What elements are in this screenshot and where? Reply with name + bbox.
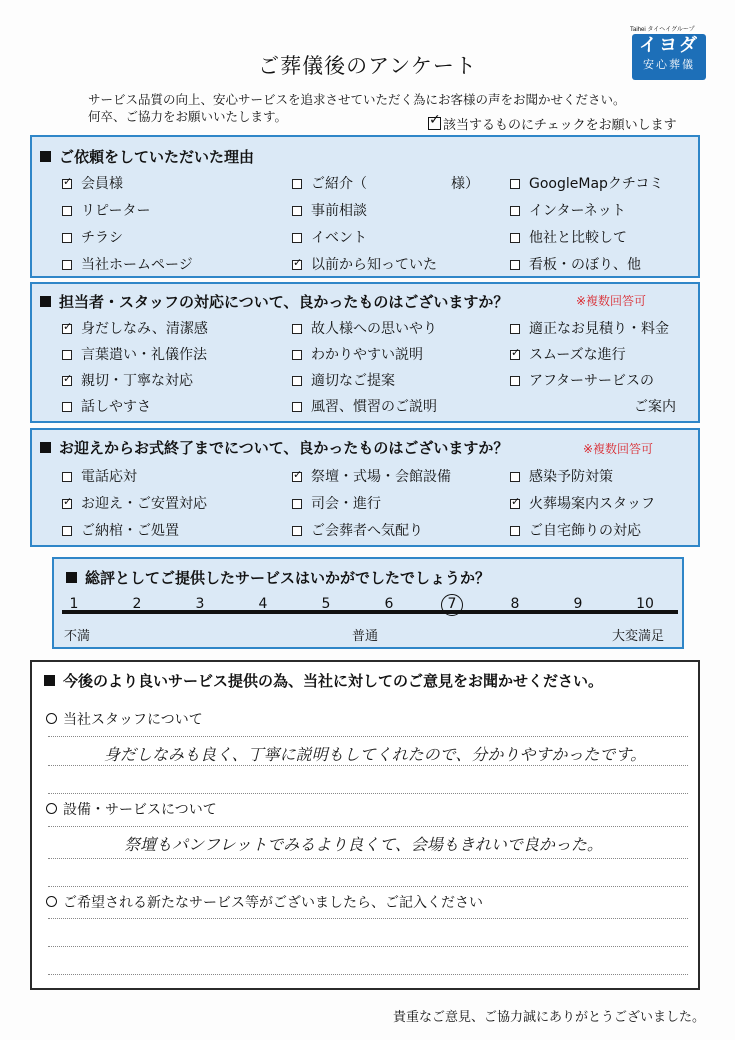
rating-number[interactable]: 4 <box>258 596 268 612</box>
answer-line <box>48 765 688 766</box>
option-item[interactable] <box>510 200 626 220</box>
checkbox[interactable] <box>292 179 302 189</box>
checkbox[interactable] <box>510 324 520 334</box>
checkbox-checked[interactable] <box>62 376 72 386</box>
option-label: 電話応対 <box>81 469 137 485</box>
rating-selected-circle <box>441 594 463 616</box>
answer-facilities: 祭壇もパンフレットでみるより良くて、会場もきれいで良かった。 <box>124 835 603 854</box>
option-item[interactable] <box>62 493 207 513</box>
option-item[interactable] <box>510 318 669 338</box>
option-label: 事前相談 <box>311 203 367 219</box>
checkbox[interactable] <box>62 206 72 216</box>
option-label: ご会葬者へ気配り <box>311 523 423 539</box>
option-item[interactable] <box>292 318 437 338</box>
option-item[interactable] <box>292 173 479 193</box>
checkbox[interactable] <box>62 526 72 536</box>
checkbox[interactable] <box>292 526 302 536</box>
checkbox[interactable] <box>62 350 72 360</box>
checkbox[interactable] <box>510 179 520 189</box>
option-item[interactable] <box>510 254 641 274</box>
option-item[interactable] <box>62 370 193 390</box>
option-label: チラシ <box>81 230 123 246</box>
answer-line <box>48 736 688 737</box>
answer-staff: 身だしなみも良く、丁寧に説明もしてくれたので、分かりやすかったです。 <box>104 745 647 764</box>
option-label: 故人様への思いやり <box>311 321 437 337</box>
option-continuation: ご案内 <box>634 399 676 415</box>
checkbox[interactable] <box>62 233 72 243</box>
option-item[interactable] <box>292 520 423 540</box>
answer-line <box>48 793 688 794</box>
checkbox-checked[interactable] <box>510 350 520 360</box>
checkbox[interactable] <box>292 324 302 334</box>
option-label: 看板・のぼり、他 <box>529 257 641 273</box>
option-label: 火葬場案内スタッフ <box>529 496 655 512</box>
logo-name: イヨダ <box>639 35 699 56</box>
checkbox[interactable] <box>292 402 302 412</box>
option-item[interactable] <box>292 227 367 247</box>
option-label: GoogleMapクチコミ <box>529 176 664 192</box>
option-item[interactable] <box>292 370 395 390</box>
rating-label-high: 大変満足 <box>612 629 665 644</box>
rating-number[interactable]: 6 <box>384 596 394 612</box>
option-label: インターネット <box>529 203 626 219</box>
option-item[interactable] <box>510 493 655 513</box>
option-item[interactable] <box>510 520 641 540</box>
option-label: 司会・進行 <box>311 496 381 512</box>
section-ceremony-heading: お迎えからお式終了までについて、良かったものはございますか？ <box>40 437 508 458</box>
multi-answer-note: ※複数回答可 <box>576 294 647 308</box>
option-label: リピーター <box>81 203 151 219</box>
option-item[interactable] <box>62 466 137 486</box>
option-item[interactable] <box>292 396 437 416</box>
option-item[interactable] <box>62 227 123 247</box>
question-staff: 当社スタッフについて <box>46 709 203 729</box>
option-label: 話しやすさ <box>81 399 151 415</box>
option-item[interactable] <box>510 173 663 193</box>
option-label: 祭壇・式場・会館設備 <box>311 469 451 485</box>
logo-sub: 安心葬儀 <box>643 58 695 71</box>
rating-number[interactable]: 8 <box>510 596 520 612</box>
option-item[interactable] <box>62 318 208 338</box>
option-label: 会員様 <box>81 176 123 192</box>
option-item[interactable] <box>510 344 626 364</box>
intro-line-1: サービス品質の向上、安心サービスを追求させていただく為にお客様の声をお聞かせください。 <box>88 92 626 107</box>
thank-you-footer: 貴重なご意見、ご協力誠にありがとうございました。 <box>392 1010 705 1025</box>
rating-number[interactable]: 5 <box>321 596 331 612</box>
rating-number[interactable]: 2 <box>132 596 142 612</box>
answer-line <box>48 918 688 919</box>
rating-number[interactable]: 1 <box>69 596 79 612</box>
checkbox[interactable] <box>510 260 520 270</box>
option-item[interactable] <box>62 173 123 193</box>
option-label: ご自宅飾りの対応 <box>529 523 641 539</box>
option-label: アフターサービスの <box>529 373 655 389</box>
question-new-service: ご希望される新たなサービス等がございましたら、ご記入ください <box>46 892 483 912</box>
option-label: 以前から知っていた <box>311 257 437 273</box>
option-item[interactable] <box>510 466 613 486</box>
option-label: イベント <box>311 230 367 246</box>
intro-line-2: 何卒、ご協力をお願いいたします。 <box>88 109 288 124</box>
option-label: お迎え・ご安置対応 <box>81 496 207 512</box>
option-label: 言葉遣い・礼儀作法 <box>81 347 207 363</box>
checkbox-checked[interactable] <box>62 179 72 189</box>
checkbox[interactable] <box>510 206 520 216</box>
option-label: 適正なお見積り・料金 <box>529 321 669 337</box>
question-facilities: 設備・サービスについて <box>46 799 217 819</box>
check-example-icon <box>428 117 441 130</box>
option-item[interactable] <box>292 466 451 486</box>
checkbox[interactable] <box>510 233 520 243</box>
checkbox[interactable] <box>62 260 72 270</box>
rating-number[interactable]: 7 <box>447 596 457 612</box>
option-item[interactable] <box>62 200 150 220</box>
check-note: ✓該当するものにチェックをお願いします <box>428 114 677 133</box>
option-label: 身だしなみ、清潔感 <box>81 321 208 337</box>
option-label: 適切なご提案 <box>311 373 395 389</box>
rating-number[interactable]: 10 <box>636 596 654 612</box>
answer-line <box>48 886 688 887</box>
section-reason-heading: ご依頼をしていただいた理由 <box>40 146 254 167</box>
option-item[interactable] <box>62 344 207 364</box>
logo-group-name: Taihei タイヘイグループ <box>630 27 695 33</box>
option-item[interactable] <box>62 396 151 416</box>
option-label: ご納棺・ご処置 <box>81 523 179 539</box>
option-item[interactable] <box>510 227 627 247</box>
option-item[interactable] <box>292 493 381 513</box>
checkbox[interactable] <box>510 472 520 482</box>
checkbox[interactable] <box>292 233 302 243</box>
option-item[interactable] <box>292 200 367 220</box>
checkbox-checked[interactable] <box>292 472 302 482</box>
checkbox-checked[interactable] <box>510 499 520 509</box>
rating-number[interactable]: 3 <box>195 596 205 612</box>
rating-heading: 総評としてご提供したサービスはいかがでしたでしょうか？ <box>66 567 490 588</box>
answer-line <box>48 974 688 975</box>
checkbox[interactable] <box>510 376 520 386</box>
checkbox[interactable] <box>292 350 302 360</box>
option-label: ご紹介（ 様） <box>311 176 479 192</box>
checkbox[interactable] <box>62 472 72 482</box>
rating-label-mid: 普通 <box>352 629 379 644</box>
checkbox[interactable] <box>292 206 302 216</box>
answer-line <box>48 946 688 947</box>
checkbox-checked[interactable] <box>62 324 72 334</box>
option-label: スムーズな進行 <box>529 347 626 363</box>
option-item[interactable] <box>292 344 423 364</box>
answer-line <box>48 826 688 827</box>
option-label: 風習、慣習のご説明 <box>311 399 437 415</box>
page-title: ご葬儀後のアンケート <box>258 54 477 78</box>
option-item[interactable] <box>62 254 193 274</box>
checkbox[interactable] <box>292 376 302 386</box>
opinion-heading: 今後のより良いサービス提供の為、当社に対してのご意見をお聞かせください。 <box>44 670 603 691</box>
section-staff-heading: 担当者・スタッフの対応について、良かったものはございますか？ <box>40 291 508 312</box>
option-label: わかりやすい説明 <box>311 347 423 363</box>
checkbox[interactable] <box>62 402 72 412</box>
checkbox-checked[interactable] <box>62 499 72 509</box>
multi-answer-note: ※複数回答可 <box>583 442 654 456</box>
option-label: 感染予防対策 <box>529 469 613 485</box>
rating-label-low: 不満 <box>64 629 91 644</box>
option-label: 当社ホームページ <box>81 257 193 273</box>
option-item[interactable] <box>62 520 179 540</box>
option-item[interactable] <box>292 254 437 274</box>
answer-line <box>48 858 688 859</box>
rating-number[interactable]: 9 <box>573 596 583 612</box>
checkbox[interactable] <box>510 526 520 536</box>
checkbox[interactable] <box>292 499 302 509</box>
checkbox-checked[interactable] <box>292 260 302 270</box>
option-label: 親切・丁寧な対応 <box>81 373 193 389</box>
option-label: 他社と比較して <box>529 230 627 246</box>
option-item[interactable] <box>510 370 654 390</box>
